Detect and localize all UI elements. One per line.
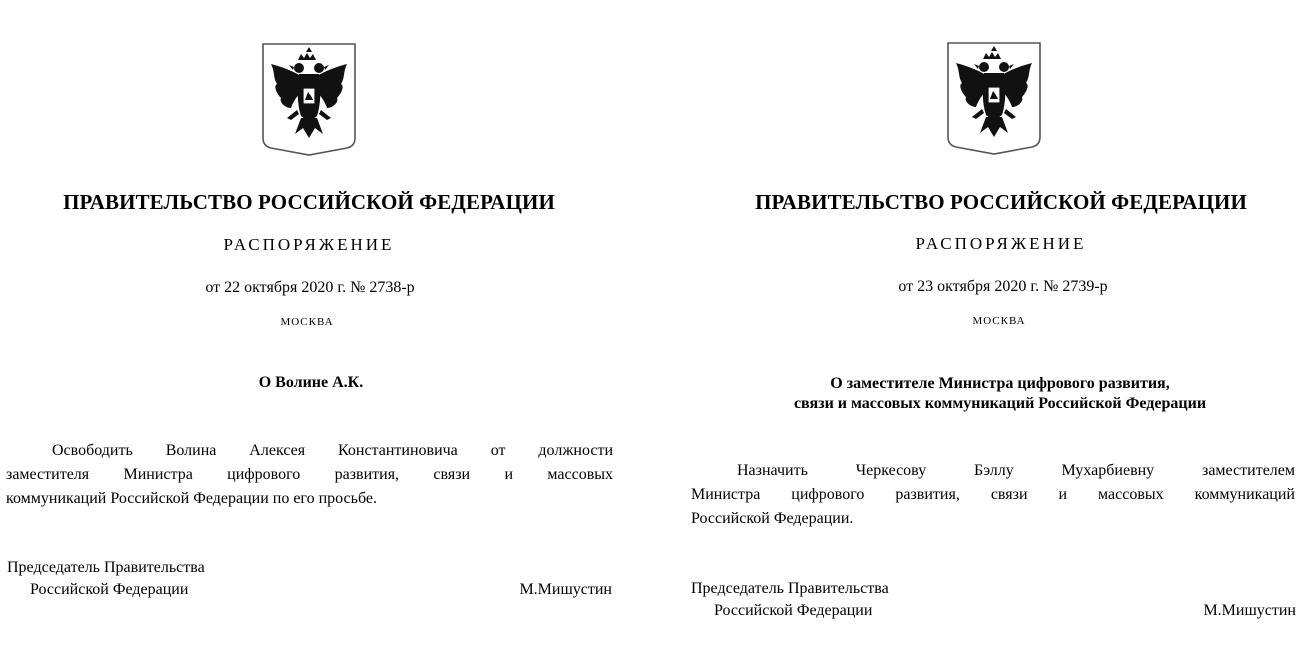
government-title: ПРАВИТЕЛЬСТВО РОССИЙСКОЙ ФЕДЕРАЦИИ xyxy=(63,190,555,214)
document-city: МОСКВА xyxy=(972,315,1026,327)
signatory-name: М.Мишустин xyxy=(1203,602,1296,619)
document-body xyxy=(6,439,613,511)
government-title: ПРАВИТЕЛЬСТВО РОССИЙСКОЙ ФЕДЕРАЦИИ xyxy=(755,190,1247,214)
signatory-title-line: Российской Федерации xyxy=(714,602,873,619)
body-line: Министра цифрового развития, связи и массовых коммуникаций xyxy=(691,486,1295,503)
signatory-title xyxy=(7,557,205,601)
document-date-number: от 23 октября 2020 г. № 2739-р xyxy=(898,278,1108,295)
body-line: коммуникаций Российской Федерации по его просьбе. xyxy=(6,490,377,507)
signatory-title-line: Председатель Правительства xyxy=(7,559,205,576)
subject-line: связи и массовых коммуникаций Российской Федерации xyxy=(793,395,1207,412)
document-type: РАСПОРЯЖЕНИЕ xyxy=(223,235,395,254)
subject-line: О Волине А.К. xyxy=(258,374,364,391)
document-subject xyxy=(689,374,1306,414)
document-date-number: от 22 октября 2020 г. № 2738-р xyxy=(205,279,415,296)
document-subject xyxy=(0,373,622,393)
body-line: заместителя Министра цифрового развития, связи и массовых xyxy=(6,466,613,483)
body-line: Освободить Волина Алексея Константиновича от должности xyxy=(52,442,613,459)
coat-of-arms-icon xyxy=(946,41,1042,157)
coat-of-arms-icon xyxy=(261,42,357,158)
document-body xyxy=(691,459,1295,531)
body-line: Назначить Черкесову Бэллу Мухарбиевну заместителем xyxy=(737,462,1295,479)
signatory-title-line: Российской Федерации xyxy=(30,581,189,598)
signatory-title xyxy=(691,578,889,622)
document-type: РАСПОРЯЖЕНИЕ xyxy=(915,234,1087,253)
signatory-title-line: Председатель Правительства xyxy=(691,580,889,597)
subject-line: О заместителе Министра цифрового развития, xyxy=(830,375,1170,392)
body-line: Российской Федерации. xyxy=(691,510,854,527)
document-city: МОСКВА xyxy=(280,316,334,328)
signatory-name: М.Мишустин xyxy=(519,581,612,598)
